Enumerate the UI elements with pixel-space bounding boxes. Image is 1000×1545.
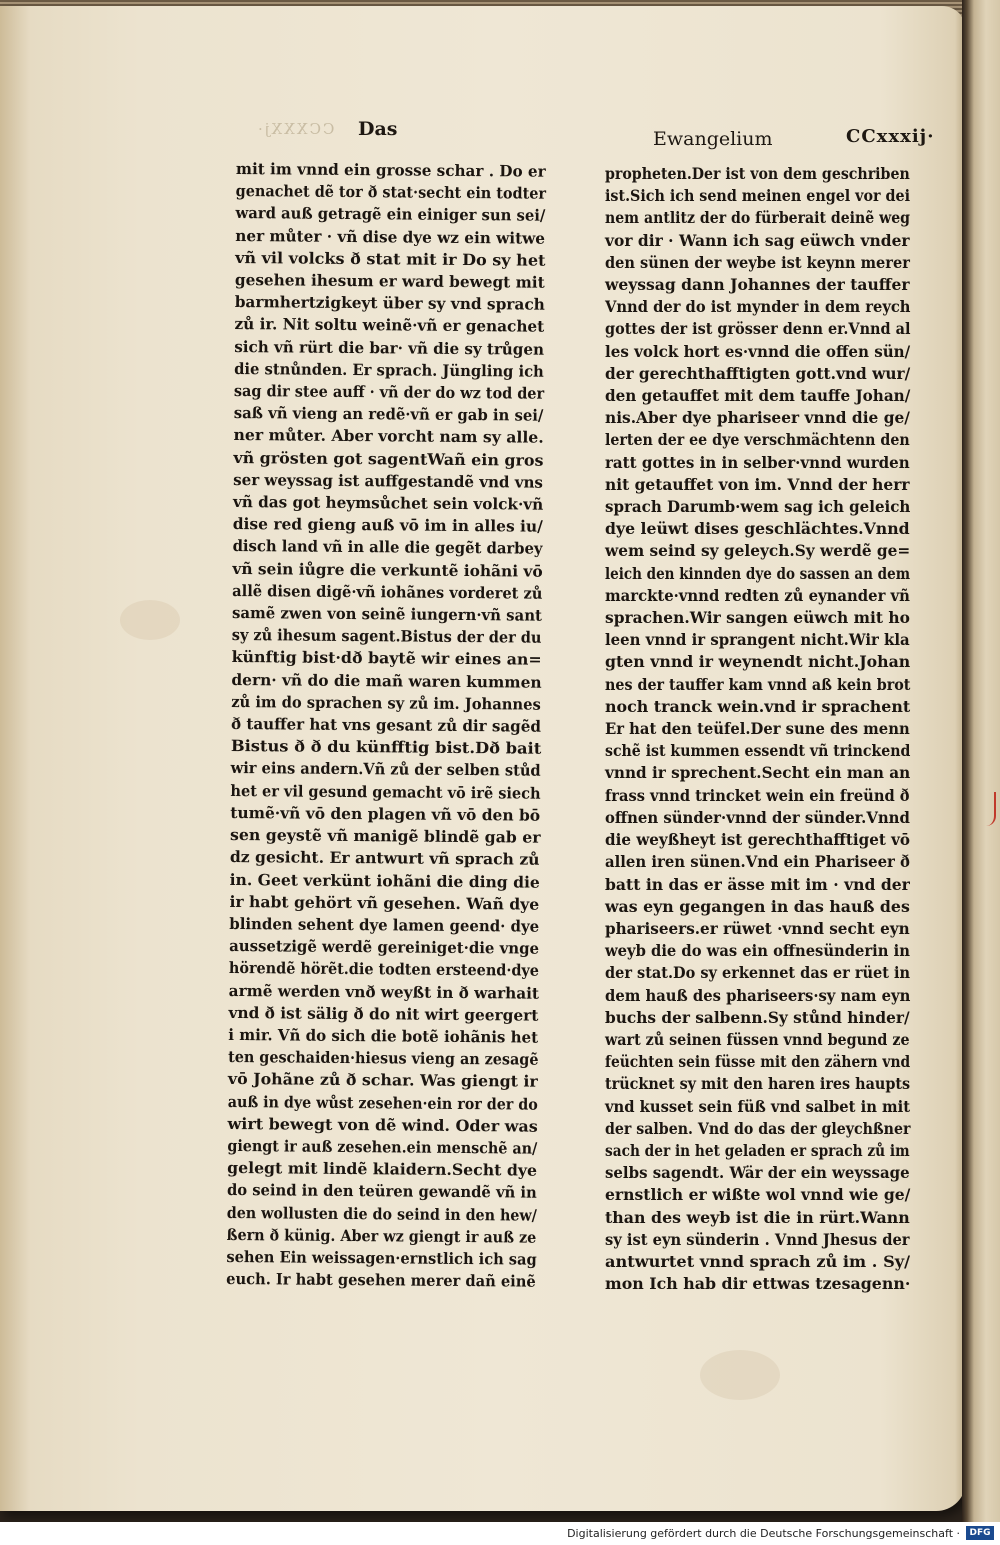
text-line: disch land vñ in alle die gegẽt darbey (232, 536, 543, 559)
text-line: do seind in den teüren gewandẽ vñ in (226, 1180, 537, 1203)
text-line: sach der in het geladen er sprach zů im (605, 1140, 910, 1160)
text-line: die weyßheyt ist gerechthafftiget vō (605, 830, 910, 850)
running-head: Das (358, 118, 398, 140)
text-line: vō Johãne zů ð schar. Was giengt ir (227, 1069, 538, 1091)
text-line: Er hat den teüfel.Der sune des menn (605, 719, 910, 739)
text-line: phariseers.er rüwet ·vnnd secht eyn (605, 918, 910, 938)
text-line: vñ sein iůgre die verkuntẽ iohãni vō (232, 558, 543, 581)
text-line: die stnůnden. Er sprach. Jüngling ich (234, 358, 544, 381)
text-line: ßern ð künig. Aber wz giengt ir auß ze (226, 1224, 537, 1247)
text-line: der stat.Do sy erkennet das er rüet in (605, 963, 911, 983)
text-line: auß in dye wůst zesehen·ein ror der do (227, 1091, 538, 1114)
text-line: nit getauffet von im. Vnnd der herr (605, 474, 910, 494)
foxing-spot (700, 1350, 780, 1400)
text-line: Vnnd der do ist mynder in dem reych (605, 297, 911, 317)
footer-bar (0, 1522, 1000, 1545)
text-line: vnd kusset sein füß vnd salbet in mit (605, 1096, 911, 1116)
text-line: gelegt mit lindẽ klaidern.Secht dye (227, 1158, 538, 1180)
show-through-text: CCXXXj· (256, 120, 335, 138)
text-line: was eyn gegangen in das hauß des (605, 896, 910, 916)
text-line: vnd ð ist sälig ð do nit wirt geergert (228, 1002, 539, 1025)
text-line: dise red gieng auß vō im in alles iu/ (232, 514, 543, 536)
text-line: ten geschaiden·hiesus vieng an zesagẽ (228, 1047, 539, 1069)
text-line: feüchten sein füsse mit den zähern vnd (605, 1052, 911, 1072)
text-line: der gerechthafftigten gott.vnd wur/ (605, 363, 911, 383)
text-line: offnen sünder·vnnd der sünder.Vnnd (605, 807, 910, 827)
text-line: ser weyssag ist auffgestandẽ vnd vns (233, 469, 544, 492)
text-line: in. Geet verkünt iohãni die ding die (229, 869, 540, 892)
text-line: batt in das er ässe mit im · vnd der (605, 874, 910, 894)
text-line: armẽ werden vnð weyßt in ð warhait (228, 980, 540, 1003)
text-line: antwurtet vnnd sprach zů im . Sy/ (605, 1251, 911, 1271)
text-line: ratt gottes in in selber·vnnd wurden (605, 452, 910, 472)
text-line: ward auß getragẽ ein einiger sun sei/ (235, 203, 546, 226)
text-line: dem hauß des phariseers·sy nam eyn (605, 985, 911, 1005)
text-line: saß vñ vieng an redẽ·vñ er gab in sei/ (233, 403, 544, 425)
text-line: ist.Sich ich send meinen engel vor dei (605, 186, 910, 206)
text-line: sy ist eyn sünderin . Vnnd Jhesus der (605, 1229, 910, 1249)
left-text-column (226, 158, 546, 1293)
text-line: allẽ disen digẽ·vñ iohãnes vorderet zů (232, 580, 543, 603)
text-line: sprach Darumb·wem sag ich geleich (605, 497, 911, 517)
text-line: tumẽ·vñ vō den plagen vñ vō den bō (230, 802, 541, 825)
text-line: blinden sehent dye lamen geend· dye (229, 913, 540, 936)
text-line: barmhertzigkeyt über sy vnd sprach (234, 292, 545, 314)
text-line: den sünen der weybe ist keynn merer (605, 252, 910, 272)
text-line: sprachen.Wir sangen eüwch mit ho (605, 608, 910, 628)
text-line: ner můter · vñ dise dye wz ein witwe (235, 225, 546, 248)
text-line: aussetzigẽ werdẽ gereiniget·die vnge (229, 936, 540, 958)
text-line: ner můter. Aber vorcht nam sy alle. (233, 425, 544, 448)
text-line: ir habt gehört vñ gesehen. Wañ dye (229, 891, 540, 914)
text-line: den getauffet mit dem tauffe Johan/ (605, 386, 911, 406)
text-line: sag dir stee auff · vñ der do wz tod der (233, 381, 545, 403)
text-line: vñ das got heymsůchet sein volck·vñ (232, 492, 544, 514)
text-line: den wollusten die do seind in den hew/ (226, 1202, 538, 1225)
funding-credit: Digitalisierung gefördert durch die Deutsche Forschungsgemeinschaft · (567, 1527, 960, 1540)
right-text-column (605, 163, 910, 1295)
text-line: vnnd ir sprechent.Secht ein man an (605, 763, 911, 783)
text-line: marckte·vnnd redten zů eynander vñ (605, 585, 910, 605)
text-line: vñ vil volcks ð stat mit ir Do sy het (235, 247, 546, 270)
text-line: gten vnnd ir weynendt nicht.Johan (605, 652, 911, 672)
text-line: nem antlitz der do fürberait deinẽ weg (605, 208, 911, 228)
text-line: selbs sagendt. Wär der ein weyssage (605, 1163, 910, 1183)
text-line: hörendẽ hörẽt.die todten ersteend·dye (228, 958, 540, 980)
text-line: ð tauffer hat vns gesant zů dir sagẽd (230, 714, 542, 736)
text-line: than des weyb ist die in rürt.Wann (605, 1207, 910, 1227)
text-line: künftig bist·dð baytẽ wir eines an= (231, 647, 542, 670)
text-line: frass vnnd trincket wein ein freünd ð (605, 785, 910, 805)
text-line: trücknet sy mit den haren ires haupts (605, 1074, 911, 1094)
section-title: Ewangelium (653, 128, 773, 150)
text-line: i mir. Vñ do sich die botẽ iohãnis het (228, 1024, 539, 1047)
text-line: propheten.Der ist von dem geschriben (605, 164, 910, 183)
text-line: leen vnnd ir sprangent nicht.Wir kla (605, 630, 910, 650)
dfg-logo: DFG (966, 1526, 994, 1540)
text-line: allen iren sünen.Vnd ein Phariseer ð (605, 852, 910, 872)
red-margin-annotation (982, 792, 996, 826)
text-line: schẽ ist kummen essendt vñ trinckend (605, 741, 911, 761)
text-line: zů ir. Nit soltu weinẽ·vñ er genachet (234, 314, 545, 337)
text-line: euch. Ir habt gesehen merer dañ einẽ (226, 1269, 536, 1291)
foxing-spot (120, 600, 180, 640)
text-line: wem seind sy geleych.Sy werdẽ ge= (605, 541, 911, 561)
text-line: weyb die do was ein offnesünderin in (605, 941, 910, 961)
folio-number: CCxxxij· (846, 126, 935, 147)
text-line: zů im do sprachen sy zů im. Johannes (231, 691, 541, 714)
text-line: wirt bewegt von dẽ wind. Oder was (227, 1113, 538, 1136)
text-line: wart zů seinen füssen vnnd begund ze (605, 1029, 910, 1049)
text-line: het er vil gesund gemacht vō irẽ siech (230, 780, 541, 803)
text-line: buchs der salbenn.Sy stůnd hinder/ (605, 1007, 910, 1027)
text-line: nes der tauffer kam vnnd aß kein brot (605, 674, 911, 694)
text-line: mit im vnnd ein grosse schar . Do er (235, 158, 546, 181)
text-line: dern· vñ do die mañ waren kummen (231, 669, 542, 692)
text-line: gottes der ist grösser denn er.Vnnd al (605, 319, 911, 339)
text-line: gesehen ihesum er ward bewegt mit (234, 270, 545, 292)
text-line: vor dir · Wann ich sag eüwch vnder (605, 230, 910, 250)
next-page-edge (962, 0, 1000, 1522)
text-line: mon Ich hab dir ettwas tzesagenn· (605, 1274, 911, 1294)
text-line: wir eins andern.Vñ zů der selben stůd (230, 758, 541, 781)
text-line: lerten der ee dye verschmächtenn den (605, 430, 910, 450)
text-line: genachet dẽ tor ð stat·secht ein todter (235, 181, 547, 203)
text-line: Bistus ð ð du künfftig bist.Dð bait (230, 736, 542, 758)
text-line: sehen Ein weissagen·ernstlich ich sag (226, 1246, 537, 1269)
text-line: weyssag dann Johannes der tauffer (605, 275, 910, 295)
text-line: dye leüwt dises geschlächtes.Vnnd (605, 519, 910, 539)
text-line: ernstlich er wißte wol vnnd wie ge/ (605, 1185, 911, 1205)
text-line: sich vñ rürt die bar· vñ die sy trůgen (234, 336, 545, 359)
text-line: dz gesicht. Er antwurt vñ sprach zů (229, 847, 540, 869)
text-line: les volck hort es·vnnd die offen sün/ (605, 341, 911, 361)
text-line: sy zů ihesum sagent.Bistus der der du (231, 625, 542, 647)
text-line: sen geystẽ vñ manigẽ blindẽ gab er (230, 825, 541, 847)
text-line: nis.Aber dye phariseer vnnd die ge/ (605, 408, 910, 428)
text-line: vñ grösten got sagentWañ ein gros (233, 447, 544, 470)
text-line: giengt ir auß zesehen.ein menschẽ an/ (227, 1135, 538, 1158)
text-line: noch tranck wein.vnd ir sprachent (605, 696, 911, 716)
text-line: leich den kinnden dye do sassen an dem (605, 563, 910, 583)
text-line: der salben. Vnd do das der gleychßner (605, 1118, 911, 1138)
text-line: samẽ zwen von seinẽ iungern·vñ sant (231, 603, 543, 625)
